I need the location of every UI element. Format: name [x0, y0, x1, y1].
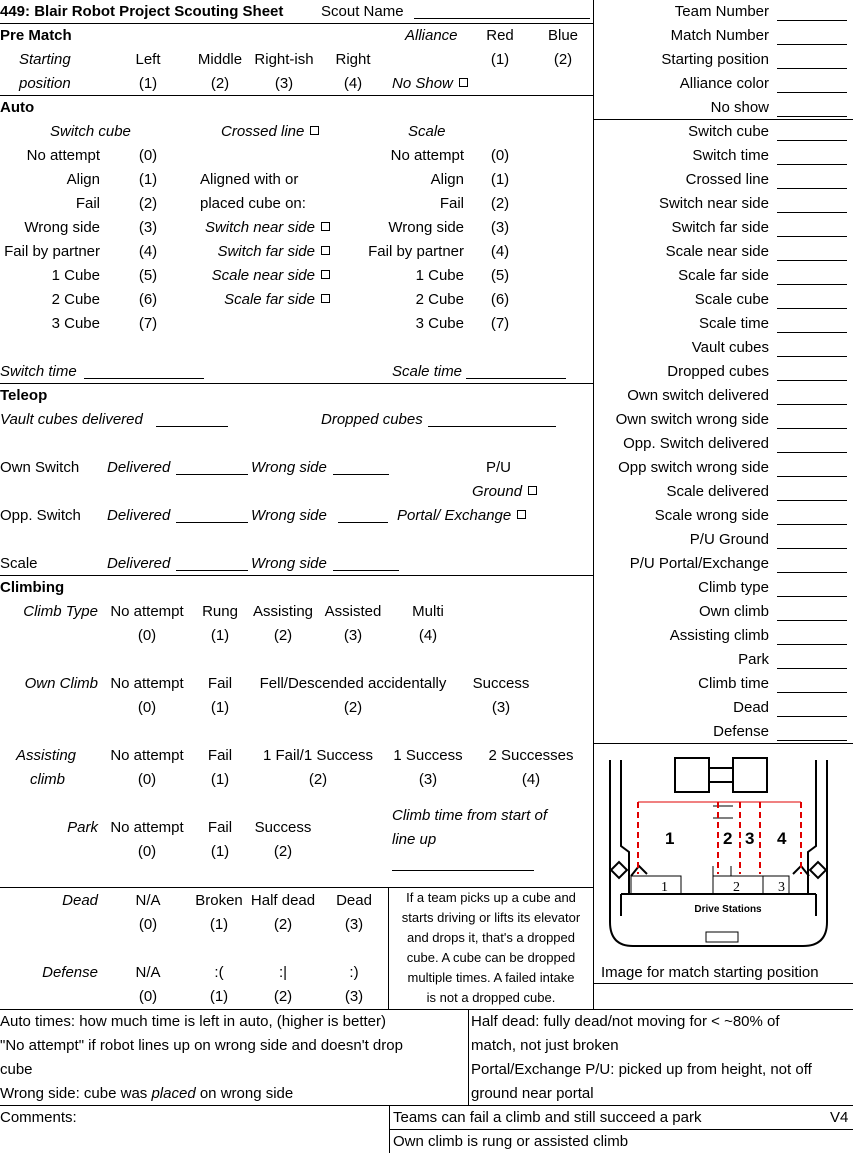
no-attempt-note-1: "No attempt" if robot lines up on wrong side and doesn't drop	[0, 1037, 403, 1054]
start-middle-label: Middle	[197, 51, 243, 68]
start-left-code[interactable]: (1)	[138, 75, 158, 92]
summary-row-label: Dead	[733, 699, 769, 716]
summary-row-field[interactable]	[777, 92, 847, 93]
alliance-blue-code[interactable]: (2)	[553, 51, 573, 68]
summary-row-label: Vault cubes	[691, 339, 769, 356]
auto-switch-code[interactable]: (4)	[138, 243, 158, 260]
climb-type-opt-2: Assisting	[252, 603, 314, 620]
climb-type-opt-1: Rung	[202, 603, 238, 620]
auto-scale-option: Fail by partner	[368, 243, 464, 260]
summary-row-label: Opp switch wrong side	[618, 459, 769, 476]
climb-type-code-3[interactable]: (3)	[343, 627, 363, 644]
park-opt-1: Fail	[207, 819, 233, 836]
pu-label: P/U	[486, 459, 512, 476]
summary-row-field[interactable]	[777, 428, 847, 429]
summary-row-field[interactable]	[777, 572, 847, 573]
auto-scale-option: 2 Cube	[415, 291, 464, 308]
auto-scale-code[interactable]: (1)	[490, 171, 510, 188]
climb-type-code-0[interactable]: (0)	[137, 627, 157, 644]
pu-ground-label: Ground	[472, 480, 537, 504]
vault-label: Vault cubes delivered	[0, 411, 143, 428]
defense-label: Defense	[42, 964, 98, 981]
summary-row-label: Own switch wrong side	[615, 411, 769, 428]
auto-scale-code[interactable]: (5)	[490, 267, 510, 284]
scale-delivered-field[interactable]	[176, 570, 248, 571]
park-opt-0: No attempt	[110, 819, 184, 836]
opp-switch-delivered-label: Delivered	[107, 507, 171, 524]
summary-row-field[interactable]	[777, 164, 847, 165]
auto-scale-option: Wrong side	[388, 219, 464, 236]
defense-opt-0: N/A	[135, 964, 161, 981]
climb-time-field[interactable]	[392, 870, 534, 871]
summary-row-label: Switch cube	[688, 123, 769, 140]
aligned-label-2: placed cube on:	[200, 195, 306, 212]
assisting-opt-3: 1 Success	[393, 747, 463, 764]
summary-row-label: Defense	[713, 723, 769, 740]
summary-row-field[interactable]	[777, 212, 847, 213]
own-climb-opt-3: Success	[472, 675, 530, 692]
comments-label: Comments:	[0, 1109, 77, 1126]
aligned-label-1: Aligned with or	[200, 171, 299, 188]
park-code-2[interactable]: (2)	[273, 843, 293, 860]
assisting-code-3[interactable]: (3)	[418, 771, 438, 788]
summary-row-field[interactable]	[777, 380, 847, 381]
scout-name-field[interactable]	[414, 18, 590, 19]
start-rightish-label: Right-ish	[254, 51, 314, 68]
dead-opt-1: Broken	[195, 892, 243, 909]
summary-row-label: Opp. Switch delivered	[623, 435, 769, 452]
climb-time-label-1: Climb time from start of	[392, 807, 548, 824]
scout-name-label: Scout Name	[321, 3, 404, 20]
summary-row-field[interactable]	[777, 716, 847, 717]
starting-label: Starting	[19, 51, 71, 68]
auto-switch-option: 1 Cube	[51, 267, 100, 284]
summary-row-field[interactable]	[777, 284, 847, 285]
summary-row-field[interactable]	[777, 668, 847, 669]
own-climb-code-0[interactable]: (0)	[137, 699, 157, 716]
summary-row-label: Own switch delivered	[627, 387, 769, 404]
start-left-label: Left	[135, 51, 161, 68]
auto-scale-code[interactable]: (0)	[490, 147, 510, 164]
summary-row-label: Own climb	[698, 603, 769, 620]
park-code-1[interactable]: (1)	[210, 843, 230, 860]
summary-row-field[interactable]	[777, 188, 847, 189]
assisting-code-4[interactable]: (4)	[521, 771, 541, 788]
own-switch-wrong-label: Wrong side	[251, 459, 327, 476]
drive-stations-label: Drive Stations	[694, 904, 762, 915]
summary-row-label: Switch far side	[671, 219, 769, 236]
defense-code-3[interactable]: (3)	[344, 988, 364, 1005]
auto-scale-code[interactable]: (7)	[490, 315, 510, 332]
summary-row-label: Scale near side	[665, 243, 769, 260]
switch-time-label: Switch time	[0, 363, 77, 380]
summary-row-label: Match Number	[670, 27, 769, 44]
assisting-opt-0: No attempt	[110, 747, 184, 764]
summary-row-field[interactable]	[777, 620, 847, 621]
summary-row-field[interactable]	[777, 596, 847, 597]
summary-row-field[interactable]	[777, 44, 847, 45]
summary-row-field[interactable]	[777, 476, 847, 477]
summary-row-label: Scale wrong side	[654, 507, 769, 524]
fail-climb-note: Teams can fail a climb and still succeed a park	[393, 1109, 702, 1126]
auto-switch-code[interactable]: (3)	[138, 219, 158, 236]
alliance-label: Alliance	[405, 27, 458, 44]
auto-scale-option: No attempt	[390, 147, 464, 164]
defense-opt-3: :)	[349, 964, 359, 981]
version-label: V4	[830, 1109, 849, 1126]
own-switch-wrong-field[interactable]	[333, 474, 389, 475]
own-climb-opt-0: No attempt	[110, 675, 184, 692]
switch-time-field[interactable]	[84, 378, 204, 379]
auto-scale-code[interactable]: (2)	[490, 195, 510, 212]
summary-row-field[interactable]	[777, 20, 847, 21]
summary-row-label: P/U Ground	[689, 531, 769, 548]
auto-switch-option: 3 Cube	[51, 315, 100, 332]
half-dead-note-2: match, not just broken	[471, 1037, 619, 1054]
summary-row-label: Crossed line	[685, 171, 769, 188]
defense-opt-1: :(	[214, 964, 224, 981]
start-rightish-code[interactable]: (3)	[274, 75, 294, 92]
assisting-code-2[interactable]: (2)	[308, 771, 328, 788]
placed-switch-near: Switch near side	[150, 216, 330, 240]
climb-type-opt-0: No attempt	[110, 603, 184, 620]
auto-switch-code[interactable]: (7)	[138, 315, 158, 332]
climb-type-code-2[interactable]: (2)	[273, 627, 293, 644]
auto-scale-option: Align	[430, 171, 464, 188]
park-opt-2: Success	[254, 819, 312, 836]
opp-switch-delivered-field[interactable]	[176, 522, 248, 523]
summary-row-field[interactable]	[777, 524, 847, 525]
auto-scale-code[interactable]: (4)	[490, 243, 510, 260]
own-climb-code-2[interactable]: (2)	[343, 699, 363, 716]
summary-row-label: Scale cube	[694, 291, 769, 308]
field-caption: Image for match starting position	[601, 964, 819, 981]
summary-row-label: Switch near side	[658, 195, 769, 212]
auto-switch-code[interactable]: (6)	[138, 291, 158, 308]
dead-code-1[interactable]: (1)	[209, 916, 229, 933]
alliance-red-label: Red	[486, 27, 514, 44]
summary-row-field[interactable]	[777, 548, 847, 549]
assisting-code-1[interactable]: (1)	[210, 771, 230, 788]
field-diagram	[603, 746, 843, 952]
summary-row-label: Team Number	[674, 3, 769, 20]
portal-note-2: ground near portal	[471, 1085, 594, 1102]
assisting-opt-2: 1 Fail/1 Success	[262, 747, 374, 764]
defense-code-2[interactable]: (2)	[273, 988, 293, 1005]
auto-switch-code[interactable]: (2)	[138, 195, 158, 212]
wrong-side-note: Wrong side: cube was placed on wrong side	[0, 1085, 294, 1102]
summary-row-field[interactable]	[777, 452, 847, 453]
own-climb-code-3[interactable]: (3)	[491, 699, 511, 716]
dead-opt-0: N/A	[135, 892, 161, 909]
auto-scale-option: 1 Cube	[415, 267, 464, 284]
dead-code-2[interactable]: (2)	[273, 916, 293, 933]
own-switch-delivered-label: Delivered	[107, 459, 171, 476]
summary-row-field[interactable]	[777, 68, 847, 69]
park-code-0[interactable]: (0)	[137, 843, 157, 860]
alliance-blue-label: Blue	[547, 27, 579, 44]
summary-row-field[interactable]	[777, 116, 847, 117]
summary-row-label: Scale far side	[678, 267, 769, 284]
pre-match-heading: Pre Match	[0, 27, 72, 44]
summary-row-label: P/U Portal/Exchange	[629, 555, 769, 572]
summary-row-label: Switch time	[692, 147, 769, 164]
field-position-1: 1	[665, 829, 675, 848]
summary-row-field[interactable]	[777, 644, 847, 645]
pu-ground-checkbox[interactable]	[528, 486, 537, 495]
climbing-heading: Climbing	[0, 579, 65, 596]
climb-time-label-2: line up	[392, 831, 437, 848]
summary-row-label: Scale time	[698, 315, 769, 332]
summary-row-label: Starting position	[661, 51, 769, 68]
no-show-label: No Show	[392, 72, 468, 96]
defense-code-0[interactable]: (0)	[138, 988, 158, 1005]
drive-station-1: 1	[661, 880, 668, 895]
climb-type-opt-3: Assisted	[324, 603, 382, 620]
dead-opt-2: Half dead	[250, 892, 316, 909]
summary-row-label: Scale delivered	[666, 483, 769, 500]
auto-switch-option: Fail by partner	[4, 243, 100, 260]
switch-far-checkbox[interactable]	[321, 246, 330, 255]
summary-row-field[interactable]	[777, 404, 847, 405]
scale-teleop-label: Scale	[0, 555, 38, 572]
summary-row-label: Assisting climb	[669, 627, 769, 644]
scale-wrong-field[interactable]	[333, 570, 399, 571]
auto-scale-option: 3 Cube	[415, 315, 464, 332]
start-right-code[interactable]: (4)	[343, 75, 363, 92]
dead-opt-3: Dead	[336, 892, 372, 909]
auto-switch-option: No attempt	[26, 147, 100, 164]
summary-row-label: Alliance color	[679, 75, 769, 92]
own-climb-opt-1: Fail	[207, 675, 233, 692]
opp-switch-label: Opp. Switch	[0, 507, 81, 524]
start-right-label: Right	[335, 51, 371, 68]
summary-row-label: No show	[710, 99, 769, 116]
drive-station-3: 3	[778, 880, 785, 895]
own-climb-note: Own climb is rung or assisted climb	[393, 1133, 629, 1150]
summary-row-label: Dropped cubes	[667, 363, 769, 380]
field-position-3: 3	[745, 829, 755, 848]
own-switch-delivered-field[interactable]	[176, 474, 248, 475]
defense-opt-2: :|	[278, 964, 288, 981]
climb-type-code-1[interactable]: (1)	[210, 627, 230, 644]
climb-type-opt-4: Multi	[412, 603, 444, 620]
portal-note-1: Portal/Exchange P/U: picked up from height, not off	[471, 1061, 812, 1078]
dead-label: Dead	[62, 892, 98, 909]
assisting-label-2: climb	[30, 771, 66, 788]
scale-delivered-label: Delivered	[107, 555, 171, 572]
pu-portal-checkbox[interactable]	[517, 510, 526, 519]
park-label: Park	[67, 819, 98, 836]
opp-switch-wrong-field[interactable]	[338, 522, 388, 523]
summary-row-field[interactable]	[777, 692, 847, 693]
auto-switch-option: Wrong side	[24, 219, 100, 236]
assisting-opt-4: 2 Successes	[488, 747, 574, 764]
teleop-heading: Teleop	[0, 387, 48, 404]
half-dead-note-1: Half dead: fully dead/not moving for < ~80% of	[471, 1013, 780, 1030]
auto-heading: Auto	[0, 99, 35, 116]
summary-row-field[interactable]	[777, 308, 847, 309]
assisting-code-0[interactable]: (0)	[137, 771, 157, 788]
assisting-label-1: Assisting	[16, 747, 77, 764]
summary-row-field[interactable]	[777, 500, 847, 501]
auto-scale-label: Scale	[408, 123, 446, 140]
auto-times-note: Auto times: how much time is left in auto, (higher is better)	[0, 1013, 386, 1030]
position-label: position	[19, 75, 71, 92]
summary-row-label: Climb type	[698, 579, 769, 596]
auto-switch-code[interactable]: (1)	[138, 171, 158, 188]
scale-time-field[interactable]	[466, 378, 566, 379]
summary-row-field[interactable]	[777, 260, 847, 261]
summary-row-field[interactable]	[777, 356, 847, 357]
opp-switch-wrong-label: Wrong side	[251, 507, 327, 524]
scale-near-checkbox[interactable]	[321, 270, 330, 279]
auto-switch-option: Align	[66, 171, 100, 188]
no-show-checkbox[interactable]	[459, 78, 468, 87]
defense-code-1[interactable]: (1)	[209, 988, 229, 1005]
pu-portal-label: Portal/ Exchange	[397, 504, 526, 528]
dead-code-3[interactable]: (3)	[344, 916, 364, 933]
alliance-red-code[interactable]: (1)	[490, 51, 510, 68]
dropped-cube-note: If a team picks up a cube and starts driving or lifts its elevator and drops it, that's a dropped cube. A cube can be dropped multiple times. A failed intake is not a dropped cube.	[401, 890, 581, 1005]
climb-type-code-4[interactable]: (4)	[418, 627, 438, 644]
climb-type-label: Climb Type	[23, 603, 98, 620]
sheet-title: 449: Blair Robot Project Scouting Sheet	[0, 3, 284, 20]
auto-switch-code[interactable]: (0)	[138, 147, 158, 164]
auto-switch-option: Fail	[75, 195, 100, 212]
scale-time-label: Scale time	[392, 363, 463, 380]
summary-row-field[interactable]	[777, 332, 847, 333]
crossed-line-label: Crossed line	[221, 120, 319, 144]
placed-scale-near: Scale near side	[150, 264, 330, 288]
auto-scale-code[interactable]: (3)	[490, 219, 510, 236]
dropped-field[interactable]	[428, 426, 556, 427]
own-climb-code-1[interactable]: (1)	[210, 699, 230, 716]
auto-scale-code[interactable]: (6)	[490, 291, 510, 308]
switch-near-checkbox[interactable]	[321, 222, 330, 231]
crossed-line-checkbox[interactable]	[310, 126, 319, 135]
switch-cube-label: Switch cube	[50, 123, 131, 140]
field-position-4: 4	[777, 829, 787, 848]
summary-row-label: Climb time	[698, 675, 769, 692]
placed-scale-far: Scale far side	[150, 288, 330, 312]
auto-switch-code[interactable]: (5)	[138, 267, 158, 284]
scale-wrong-label: Wrong side	[251, 555, 327, 572]
scale-far-checkbox[interactable]	[321, 294, 330, 303]
auto-switch-option: 2 Cube	[51, 291, 100, 308]
auto-scale-option: Fail	[439, 195, 464, 212]
own-climb-opt-2: Fell/Descended accidentally	[259, 675, 447, 692]
drive-station-2: 2	[733, 880, 740, 895]
own-climb-label: Own Climb	[24, 675, 98, 692]
dead-code-0[interactable]: (0)	[138, 916, 158, 933]
summary-row-label: Park	[738, 651, 769, 668]
field-position-2: 2	[723, 829, 733, 848]
summary-row-field[interactable]	[777, 740, 847, 741]
own-switch-label: Own Switch	[0, 459, 80, 476]
assisting-opt-1: Fail	[207, 747, 233, 764]
summary-row-field[interactable]	[777, 140, 847, 141]
summary-row-field[interactable]	[777, 236, 847, 237]
dropped-label: Dropped cubes	[321, 411, 423, 428]
placed-switch-far: Switch far side	[150, 240, 330, 264]
vault-field[interactable]	[156, 426, 228, 427]
no-attempt-note-2: cube	[0, 1061, 33, 1078]
start-middle-code[interactable]: (2)	[210, 75, 230, 92]
